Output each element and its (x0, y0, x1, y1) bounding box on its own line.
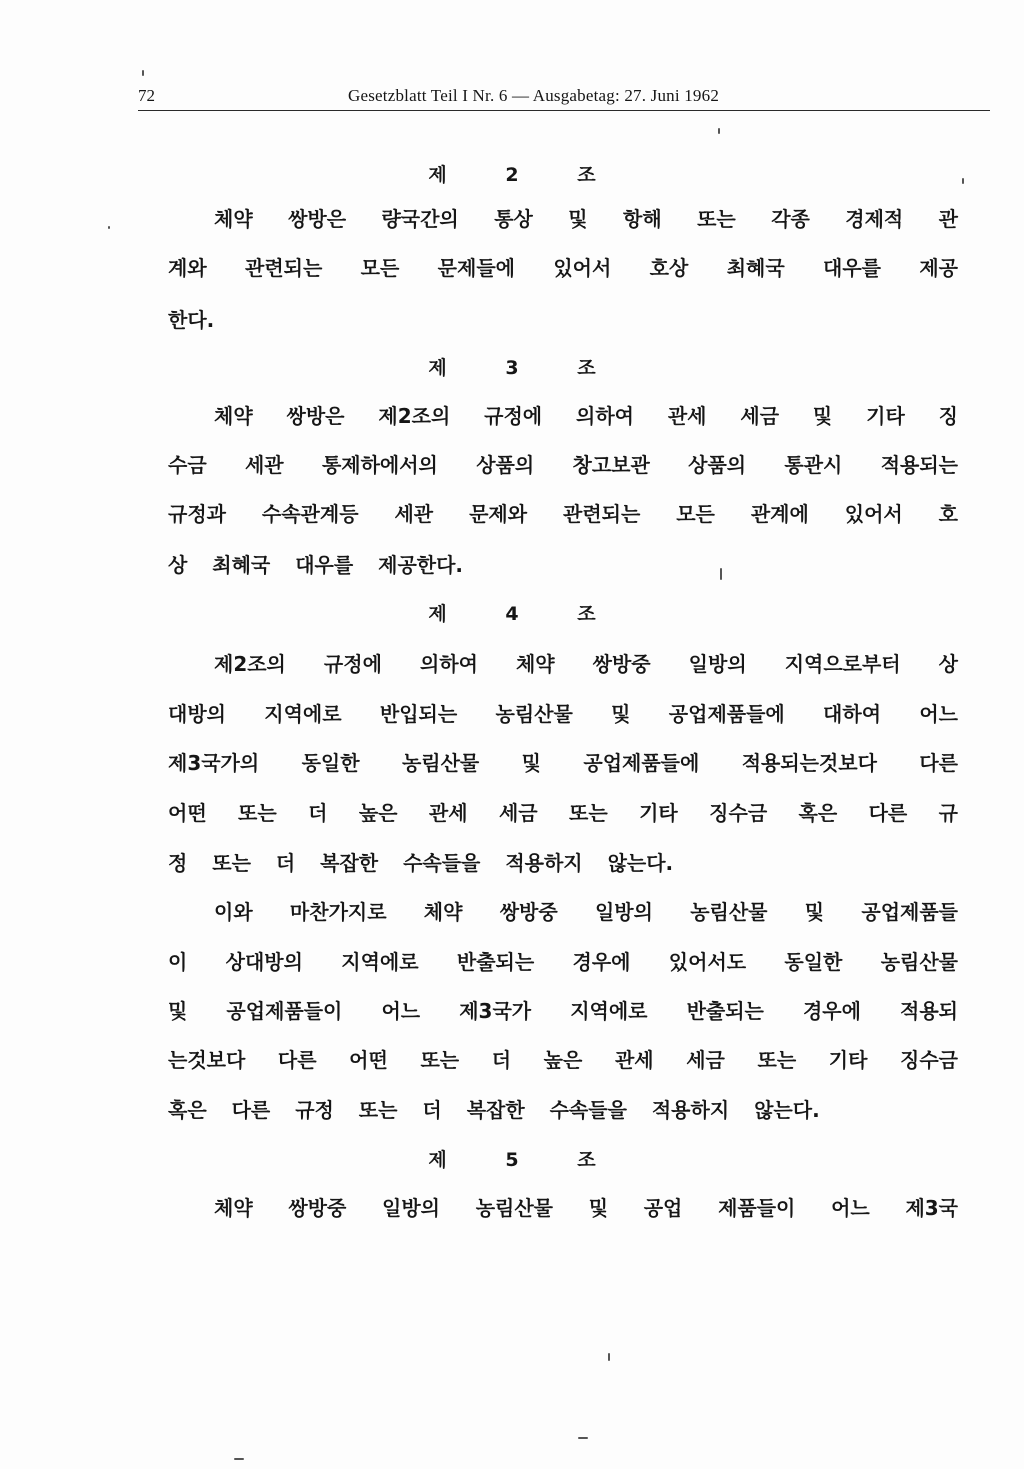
article-4-line-7: 이 상대방의 지역에로 반출되는 경우에 있어서도 동일한 농림산물 (168, 950, 958, 974)
scan-speck (234, 1458, 244, 1460)
article-3-line-4: 상 최혜국 대우를 제공한다. (168, 553, 464, 577)
article-4-line-6: 이와 마찬가지로 체약 쌍방중 일방의 농림산물 및 공업제품들 (214, 900, 958, 924)
article-4-line-4: 어떤 또는 더 높은 관세 세금 또는 기타 징수금 혹은 다른 규 (168, 801, 958, 825)
article-5-line-1: 체약 쌍방중 일방의 농림산물 및 공업 제품들이 어느 제3국 (214, 1196, 958, 1220)
page-number: 72 (138, 86, 155, 105)
article-4-line-5: 정 또는 더 복잡한 수속들을 적용하지 않는다. (168, 851, 674, 875)
scan-speck (108, 226, 110, 229)
scan-speck (608, 1353, 610, 1361)
article-2-heading: 제 2 조 (428, 164, 622, 186)
scan-speck (962, 178, 964, 184)
article-2-line-3: 한다. (168, 308, 215, 332)
article-4-line-8: 및 공업제품들이 어느 제3국가 지역에로 반출되는 경우에 적용되 (168, 999, 958, 1023)
article-4-heading: 제 4 조 (428, 603, 622, 625)
article-3-heading: 제 3 조 (428, 357, 622, 379)
article-4-line-3: 제3국가의 동일한 농림산물 및 공업제품들에 적용되는것보다 다른 (168, 751, 958, 775)
article-4-line-9: 는것보다 다른 어떤 또는 더 높은 관세 세금 또는 기타 징수금 (168, 1048, 958, 1072)
running-head: Gesetzblatt Teil I Nr. 6 — Ausgabetag: 27. Juni 1962 (348, 86, 720, 105)
scan-speck (720, 568, 722, 580)
article-3-line-1: 체약 쌍방은 제2조의 규정에 의하여 관세 세금 및 기타 징 (214, 404, 958, 428)
article-2-line-2: 계와 관련되는 모든 문제들에 있어서 호상 최혜국 대우를 제공 (168, 256, 958, 280)
article-4-line-2: 대방의 지역에로 반입되는 농림산물 및 공업제품들에 대하여 어느 (168, 702, 958, 726)
scan-speck (142, 70, 144, 76)
article-4-line-1: 제2조의 규정에 의하여 체약 쌍방중 일방의 지역으로부터 상 (214, 652, 958, 676)
article-3-line-2: 수금 세관 통제하에서의 상품의 창고보관 상품의 통관시 적용되는 (168, 453, 958, 477)
article-2-line-1: 체약 쌍방은 량국간의 통상 및 항해 또는 각종 경제적 관 (214, 207, 958, 231)
scan-speck (718, 128, 720, 134)
article-3-line-3: 규정과 수속관계등 세관 문제와 관련되는 모든 관계에 있어서 호 (168, 502, 958, 526)
page-header (138, 82, 990, 111)
scan-speck (578, 1437, 588, 1439)
article-5-heading: 제 5 조 (428, 1149, 622, 1171)
article-4-line-10: 혹은 다른 규정 또는 더 복잡한 수속들을 적용하지 않는다. (168, 1098, 820, 1122)
